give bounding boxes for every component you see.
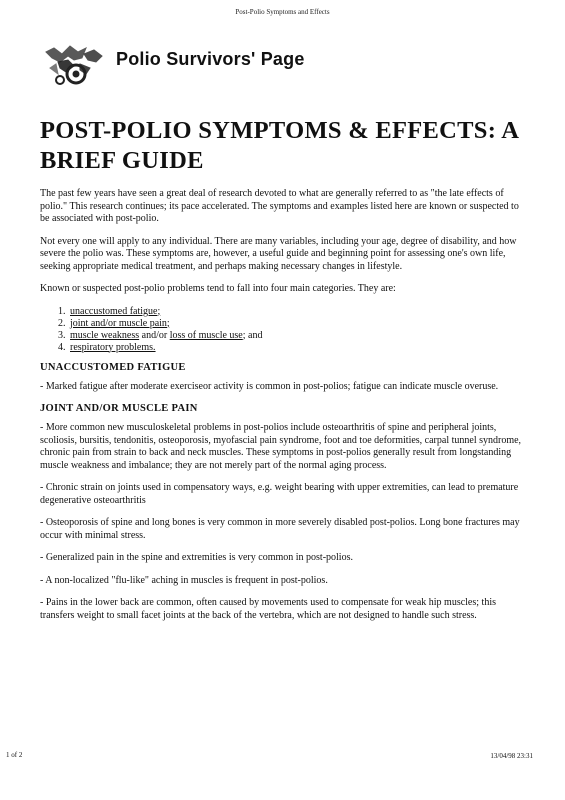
site-title: Polio Survivors' Page	[116, 48, 305, 69]
category-connector: and/or	[139, 329, 170, 341]
page-number: 1 of 2	[6, 751, 23, 759]
print-datetime: 13/04/98 23:31	[490, 752, 533, 760]
category-item	[68, 318, 530, 330]
category-link-weakness[interactable]: muscle weakness	[70, 329, 140, 341]
intro-paragraph-1: The past few years have seen a great deal of research devoted to what are generally referred to as "the late effects of polio." This research continues; its pace accelerated. The symptoms and examples listed here are known or suspected to be associated with post-polio.	[40, 188, 519, 224]
running-head: Post-Polio Symptoms and Effects	[235, 8, 330, 16]
intro-paragraph-3: Known or suspected post-polio problems tend to fall into four main categories. They are:	[40, 283, 396, 294]
article	[40, 116, 530, 632]
category-link-pain[interactable]: joint and/or muscle pain;	[70, 317, 170, 329]
category-list	[40, 306, 530, 354]
category-suffix: ; and	[242, 329, 263, 341]
pain-paragraph-1: - More common new musculoskeletal problems in post-polios include osteoarthritis of spine and peripheral joints, scoliosis, bursitis, tendonitis, osteoporosis, myofascial pain syndrome, foot and toe deformities, carpal tunnel syndrome, chronic pain from strain to back and neck muscles. These symptoms in post-polios generally result from longstanding muscle weakness and imbalance; they are not merely part of the normal aging process.	[40, 422, 522, 471]
category-item	[68, 306, 530, 318]
page-title-line-1: POST-POLIO SYMPTOMS & EFFECTS: A	[40, 117, 520, 144]
pain-paragraph-3: - Osteoporosis of spine and long bones is very common in more severely disabled post-polios. Long bone fractures may occur with minimal stress.	[40, 517, 520, 541]
pain-paragraph-4: - Generalized pain in the spine and extremities is very common in post-polios.	[40, 552, 353, 563]
category-item	[68, 342, 530, 354]
category-link-respiratory[interactable]: respiratory problems.	[70, 341, 156, 353]
intro-paragraph-2: Not every one will apply to any individual. There are many variables, including your age, degree of disability, and how severe the polio was. These symptoms are, however, a useful guide and beginning point for assessing one's own life, seeking appropriate medical treatment, and perhaps making necessary changes in lifestyle.	[40, 235, 517, 272]
section-heading-fatigue: UNACCUSTOMED FATIGUE	[40, 361, 186, 373]
pain-paragraph-6: - Pains in the lower back are common, often caused by movements used to compensate for weak hip muscles; this transfers weight to small facet joints at the back of the vertebra, which are not designed to handle such stress.	[40, 597, 496, 621]
page-title	[40, 116, 530, 176]
section-heading-pain: JOINT AND/OR MUSCLE PAIN	[40, 403, 198, 414]
category-link-muscle-use[interactable]: loss of muscle use	[169, 329, 243, 341]
pain-paragraph-5: - A non-localized "flu-like" aching in muscles is frequent in post-polios.	[40, 574, 328, 586]
wheelchair-figure-icon	[40, 38, 112, 88]
pain-paragraph-2: - Chronic strain on joints used in compensatory ways, e.g. weight bearing with upper extremities, can lead to premature degenerative osteoarthritis	[40, 482, 519, 506]
site-header	[40, 38, 305, 88]
category-link-fatigue[interactable]: unaccustomed fatigue;	[70, 305, 161, 317]
fatigue-paragraph: - Marked fatigue after moderate exerciseor activity is common in post-polios; fatigue can indicate muscle overuse.	[40, 380, 499, 392]
category-item	[68, 330, 530, 342]
page-title-line-2: BRIEF GUIDE	[40, 147, 204, 174]
